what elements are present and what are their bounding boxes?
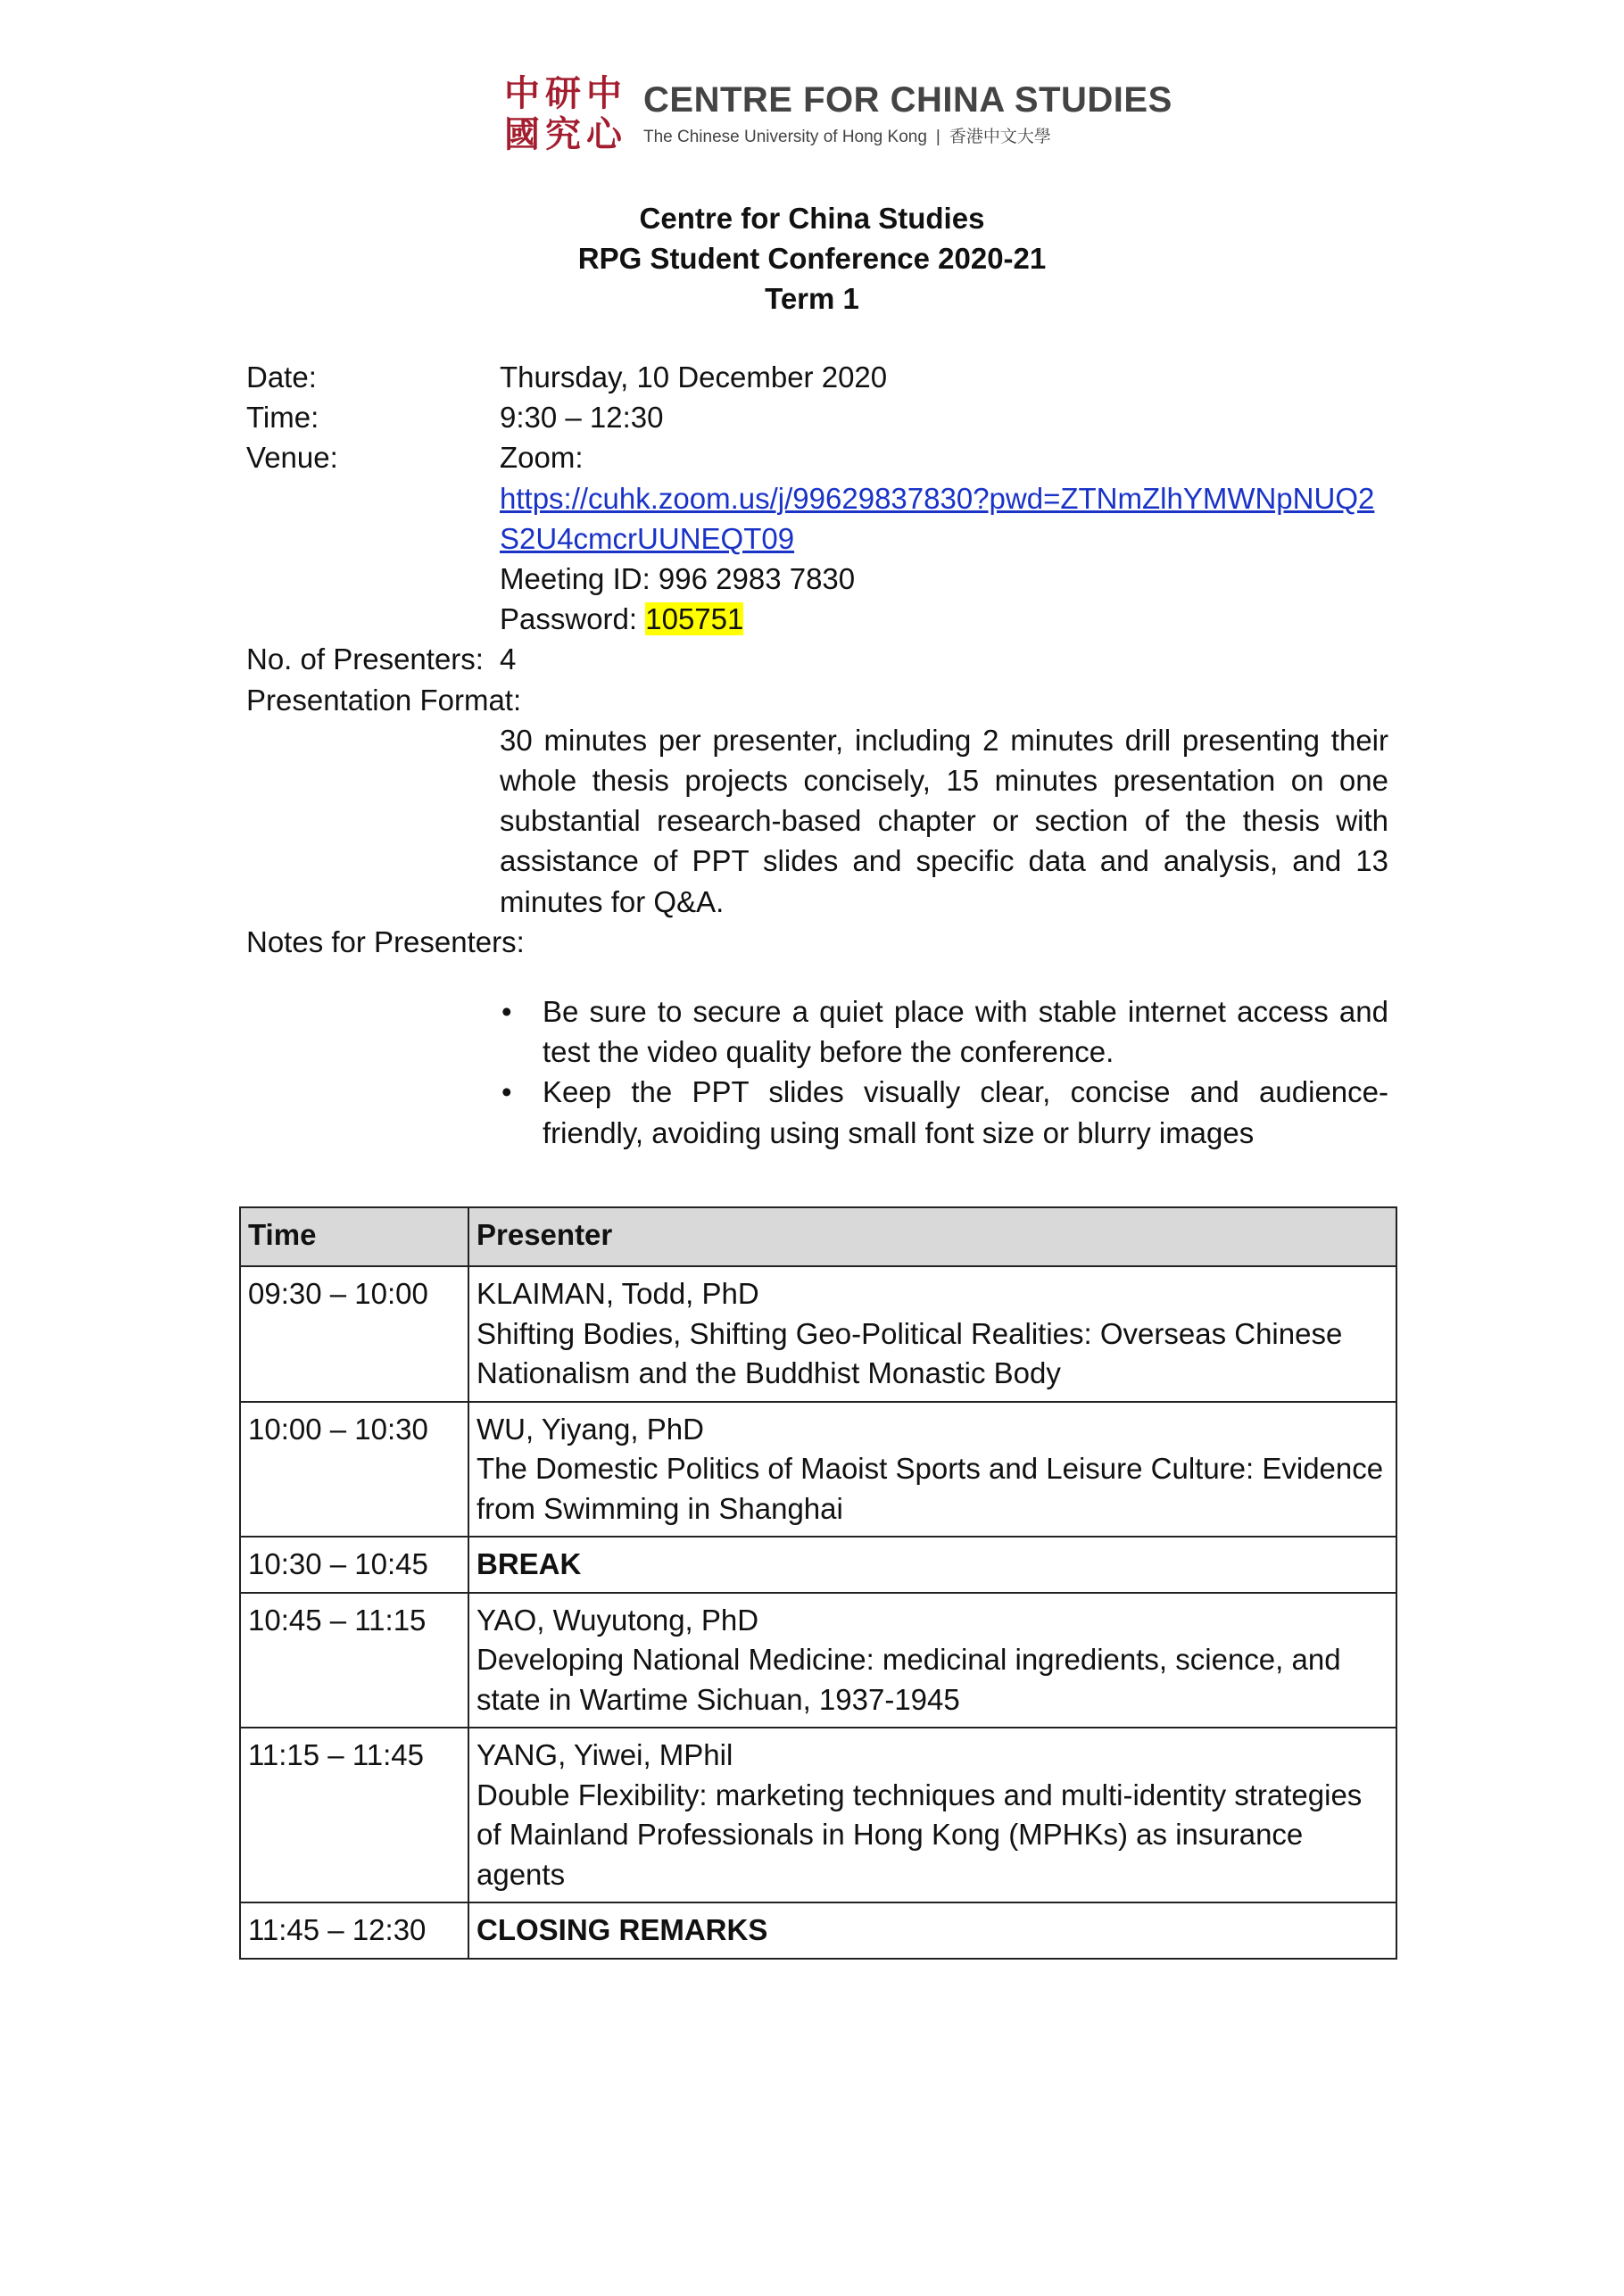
presenter-name: YANG, Yiwei, MPhil [476, 1738, 733, 1771]
time-row [246, 397, 1388, 437]
row-time: 10:45 – 11:15 [240, 1593, 468, 1728]
presentation-title: Double Flexibility: marketing techniques and multi-identity strategies of Mainland Professionals in Hong Kong (MPHKs) as insurance agents [476, 1778, 1363, 1891]
row-presenter [468, 1728, 1396, 1902]
row-presenter [468, 1593, 1396, 1728]
format-label: Presentation Format: [246, 683, 522, 717]
time-label: Time: [246, 401, 319, 435]
row-time: 11:45 – 12:30 [240, 1902, 468, 1959]
presenter-name: YAO, Wuyutong, PhD [476, 1603, 759, 1637]
table-row [240, 1266, 1396, 1402]
presentation-title: Shifting Bodies, Shifting Geo-Political Realities: Overseas Chinese Nationalism and the Buddhist Monastic Body [476, 1316, 1343, 1389]
time-value: 9:30 – 12:30 [500, 401, 664, 435]
presenters-label: No. of Presenters: [246, 642, 484, 676]
format-text: 30 minutes per presenter, including 2 minutes drill presenting their whole thesis projects concisely, 15 minutes presentation on one substantial research-based chapter or section of the thesis with assistance of PPT slides and specific data and analysis, and 13 minutes for Q&A. [500, 723, 1388, 918]
meeting-id: Meeting ID: 996 2983 7830 [500, 562, 856, 596]
venue-row [246, 437, 1388, 639]
logo-char: 究 [545, 114, 581, 155]
table-header-row [240, 1207, 1396, 1266]
logo-title: CENTRE FOR CHINA STUDIES [643, 80, 1172, 120]
table-row [240, 1593, 1396, 1728]
row-time: 10:00 – 10:30 [240, 1402, 468, 1538]
table-row [240, 1402, 1396, 1538]
note-text: Keep the PPT slides visually clear, concise and audience-friendly, avoiding using small font size or blurry images [543, 1075, 1388, 1149]
header-presenter: Presenter [468, 1207, 1396, 1266]
closing-remarks-label: CLOSING REMARKS [468, 1902, 1396, 1959]
venue-platform: Zoom: [500, 441, 584, 475]
logo-char: 國 [504, 114, 540, 155]
notes-list [500, 991, 1388, 1153]
bullet-icon: • [501, 995, 512, 1029]
table-row [240, 1902, 1396, 1959]
document-title [0, 198, 1624, 319]
presenters-row [246, 639, 1388, 679]
event-details [246, 357, 1388, 1182]
schedule-table [239, 1206, 1397, 1960]
list-item [500, 1072, 1388, 1152]
logo-separator: | [935, 128, 940, 146]
table-row [240, 1728, 1396, 1902]
notes-label: Notes for Presenters: [246, 924, 525, 958]
presenter-name: WU, Yiyang, PhD [476, 1412, 704, 1446]
password-label: Password: [500, 602, 646, 636]
note-text: Be sure to secure a quiet place with stable internet access and test the video quality before the conference. [543, 995, 1388, 1069]
presentation-title: Developing National Medicine: medicinal ingredients, science, and state in Wartime Sichuan, 1937-1945 [476, 1643, 1341, 1716]
row-presenter [468, 1266, 1396, 1402]
venue-label: Venue: [246, 441, 338, 475]
bullet-icon: • [501, 1075, 512, 1109]
logo-subtitle-en: The Chinese University of Hong Kong [643, 128, 927, 146]
presenters-value: 4 [500, 642, 517, 676]
date-row [246, 357, 1388, 397]
logo-subtitle-zh: 香港中文大學 [949, 128, 1051, 146]
notes-row [246, 922, 1388, 962]
venue-value [500, 437, 1388, 639]
presenter-name: KLAIMAN, Todd, PhD [476, 1277, 759, 1310]
date-value: Thursday, 10 December 2020 [500, 361, 888, 394]
date-label: Date: [246, 361, 317, 394]
row-time: 10:30 – 10:45 [240, 1537, 468, 1593]
logo-char: 中 [586, 73, 622, 114]
zoom-link[interactable]: https://cuhk.zoom.us/j/99629837830?pwd=ZTNmZlhYMWNpNUQ2S2U4cmcrUUNEQT09 [500, 481, 1375, 555]
row-presenter [468, 1402, 1396, 1538]
row-time: 09:30 – 10:00 [240, 1266, 468, 1402]
format-row [246, 680, 1388, 720]
break-label: BREAK [468, 1537, 1396, 1593]
ccs-logo [502, 73, 1172, 155]
logo-char: 心 [586, 114, 622, 155]
list-item [500, 991, 1388, 1072]
logo-text [643, 79, 1172, 150]
title-line-2: RPG Student Conference 2020-21 [577, 242, 1047, 275]
header-time: Time [240, 1207, 468, 1266]
row-time: 11:15 – 11:45 [240, 1728, 468, 1902]
title-line-1: Centre for China Studies [639, 202, 985, 235]
password-value: 105751 [645, 602, 744, 636]
logo-char: 中 [504, 73, 540, 114]
logo-chinese-mark [502, 74, 624, 154]
table-row [240, 1537, 1396, 1593]
logo-subtitle [643, 125, 1172, 150]
title-line-3: Term 1 [765, 282, 859, 315]
logo-char: 研 [545, 73, 581, 114]
presentation-title: The Domestic Politics of Maoist Sports and Leisure Culture: Evidence from Swimming in Shanghai [476, 1452, 1384, 1525]
password-line [500, 599, 1388, 639]
